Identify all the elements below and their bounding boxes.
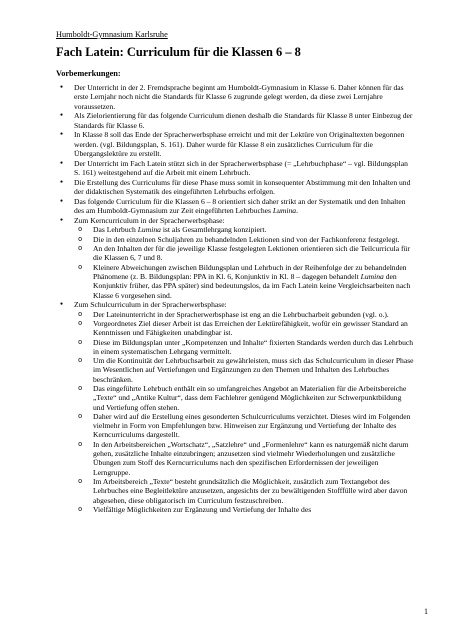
sub-list-item: o Diese im Bildungsplan unter „Kompetenzen und Inhalte“ fixierten Standards werden durch das Lehrbuch in einem systematischen Lehrgang vermittelt. xyxy=(74,338,414,357)
school-name: Humboldt-Gymnasium Karlsruhe xyxy=(56,30,168,39)
section-heading: Vorbemerkungen: xyxy=(56,69,121,78)
list-item: ● Das folgende Curriculum für die Klassen 6 – 8 orientiert sich daher strikt an der Systematik und den Inhalten des am Humboldt-Gymnasium zur Zeit eingeführten Lehrbuches Lumina. xyxy=(56,197,414,216)
document-title: Fach Latein: Curriculum für die Klassen 6 – 8 xyxy=(56,45,301,59)
schulcurriculum-sublist xyxy=(74,310,414,515)
kerncurriculum-sublist xyxy=(74,225,414,299)
list-item-kerncurriculum xyxy=(56,216,414,300)
sub-list-item: o Kleinere Abweichungen zwischen Bildungsplan und Lehrbuch in der Reihenfolge der zu behandelnden Phänomene (z. B. Bildungsplan: PPA in Kl. 6, Konjunktiv in Kl. 8 – dagegen behandelt Lumina den Konjunktiv früher, das PPA später) sind bedeutungslos, da im Fach Latein keine Vergleichsarbeiten nach Klasse 6 vorgesehen sind. xyxy=(74,263,414,300)
list-item: ● Die Erstellung des Curriculums für diese Phase muss somit in konsequenter Abstimmung mit den Inhalten und der didaktischen Systematik des eingeführten Lehrbuchs erfolgen. xyxy=(56,178,414,197)
sub-list-item: o Die in den einzelnen Schuljahren zu behandelnden Lektionen sind von der Fachkonferenz festgelegt. xyxy=(74,235,414,244)
preliminary-notes-list xyxy=(56,83,414,514)
sub-list-item: o Das Lehrbuch Lumina ist als Gesamtlehrgang konzipiert. xyxy=(74,225,414,234)
list-item: ● Als Zielorientierung für das folgende Curriculum dienen deshalb die Standards für Klasse 8 unter Einbezug der Standards für Klasse 6. xyxy=(56,111,414,130)
sub-list-item: o Vielfältige Möglichkeiten zur Ergänzung und Vertiefung der Inhalte des xyxy=(74,505,414,514)
list-item: ● Der Unterricht im Fach Latein stützt sich in der Spracherwerbsphase (= „Lehrbuchphase“ – vgl. Bildungsplan S. 161) weitestgehend auf die Arbeit mit einem Lehrbuch. xyxy=(56,159,414,178)
page-number: 1 xyxy=(424,607,428,616)
sub-list-item: o Im Arbeitsbereich „Texte“ besteht grundsätzlich die Möglichkeit, zusätzlich zum Textangebot des Lehrbuches eine Begleitlektüre anzusetzen, angesichts der zu bewältigenden Stofffülle wird aber davon abgesehen, diese obligatorisch im Curriculum festzuschreiben. xyxy=(74,477,414,505)
sub-list-item: o In den Arbeitsbereichen „Wortschatz“, „Satzlehre“ und „Formenlehre“ kann es naturgemäß nicht darum gehen, zusätzliche Inhalte einzubringen; anzusetzen sind vielmehr Wiederholungen und zusätzliche Übungen zum Stoff des Kerncurriculums nach den spezifischen Erfordernissen der jeweiligen Lerngruppe. xyxy=(74,440,414,477)
sub-list-item: o Daher wird auf die Erstellung eines gesonderten Schulcurriculums verzichtet. Dieses wird im Folgenden vielmehr in Form von Empfehlungen bzw. Hinweisen zur Ergänzung und Vertiefung der Inhalte des Kerncurriculums dargestellt. xyxy=(74,412,414,440)
sub-list-item: o Der Lateinunterricht in der Spracherwerbsphase ist eng an die Lehrbucharbeit gebunden (vgl. o.). xyxy=(74,310,414,319)
sub-list-item: o Vorgeordnetes Ziel dieser Arbeit ist das Erreichen der Lektürefähigkeit, wofür ein gewisser Standard an Kenntnissen und Fähigkeiten unabdingbar ist. xyxy=(74,319,414,338)
list-item: ● In Klasse 8 soll das Ende der Spracherwerbsphase erreicht und mit der Lektüre von Originaltexten begonnen werden. (vgl. Bildungsplan, S. 161). Daher wurde für Klasse 8 ein zusätzliches Curriculum für die Übergangslektüre zu erstellt. xyxy=(56,130,414,158)
list-item-schulcurriculum xyxy=(56,300,414,514)
list-item-label: Zum Kerncurriculum in der Spracherwerbsphase: xyxy=(74,216,225,226)
list-item-label: Zum Schulcurriculum in der Spracherwerbsphase: xyxy=(74,300,227,310)
sub-list-item: o An den Inhalten der für die jeweilige Klasse festgelegten Lektionen orientieren sich die Teilcurricula für die Klassen 6, 7 und 8. xyxy=(74,244,414,263)
list-item: ● Der Unterricht in der 2. Fremdsprache beginnt am Humboldt-Gymnasium in Klasse 6. Daher können für das erste Lernjahr noch nicht die Standards für Klasse 6 zugrunde gelegt werden, da diese zwei Lernjahre voraussetzen. xyxy=(56,83,414,111)
sub-list-item: o Um die Kontinuität der Lehrbuchsarbeit zu gewährleisten, muss sich das Schulcurriculum in dieser Phase im Wesentlichen auf Vertiefungen und Ergänzungen zu den Themen und Inhalten des Lehrbuches beschränken. xyxy=(74,356,414,384)
sub-list-item: o Das eingeführte Lehrbuch enthält ein so umfangreiches Angebot an Materialien für die Arbeitsbereiche „Texte“ und „Antike Kultur“, dass dem Fachlehrer genügend Möglichkeiten zur Schwerpunktbildung und Vertiefung offen stehen. xyxy=(74,384,414,412)
